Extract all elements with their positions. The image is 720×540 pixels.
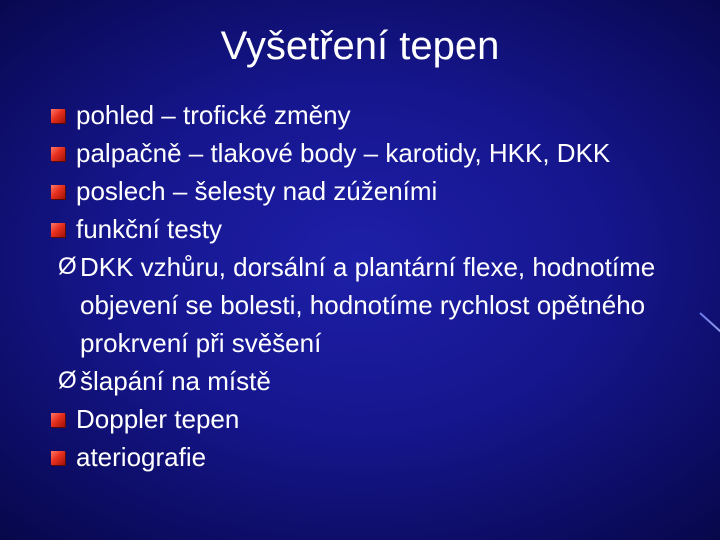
sub-bullet-item	[0, 248, 720, 362]
bullet-list	[0, 96, 720, 476]
bullet-text: Doppler tepen	[76, 404, 240, 434]
bullet-item	[0, 400, 720, 438]
slide-title: Vyšetření tepen	[220, 24, 500, 68]
red-square-bullet-icon	[51, 147, 65, 161]
bullet-text: DKK vzhůru, dorsální a plantární flexe, hodnotíme objevení se bolesti, hodnotíme rychlost opětného prokrvení při svěšení	[80, 252, 656, 358]
bullet-text: palpačně – tlakové body – karotidy, HKK, DKK	[76, 138, 611, 168]
sub-bullet-item	[0, 362, 720, 400]
bullet-text: pohled – trofické změny	[76, 100, 351, 130]
bullet-text: poslech – šelesty nad zúženími	[76, 176, 438, 206]
red-square-bullet-icon	[51, 185, 65, 199]
bullet-item	[0, 438, 720, 476]
red-square-bullet-icon	[51, 451, 65, 465]
bullet-item	[0, 96, 720, 134]
arrow-bullet-icon: Ø	[58, 253, 77, 280]
bullet-item	[0, 134, 720, 172]
red-square-bullet-icon	[51, 109, 65, 123]
red-square-bullet-icon	[51, 413, 65, 427]
bullet-text: ateriografie	[76, 442, 207, 472]
bullet-item	[0, 172, 720, 210]
bullet-item	[0, 210, 720, 248]
bullet-text: šlapání na místě	[80, 366, 271, 396]
arrow-bullet-icon: Ø	[58, 367, 77, 394]
red-square-bullet-icon	[51, 223, 65, 237]
bullet-text: funkční testy	[76, 214, 222, 244]
